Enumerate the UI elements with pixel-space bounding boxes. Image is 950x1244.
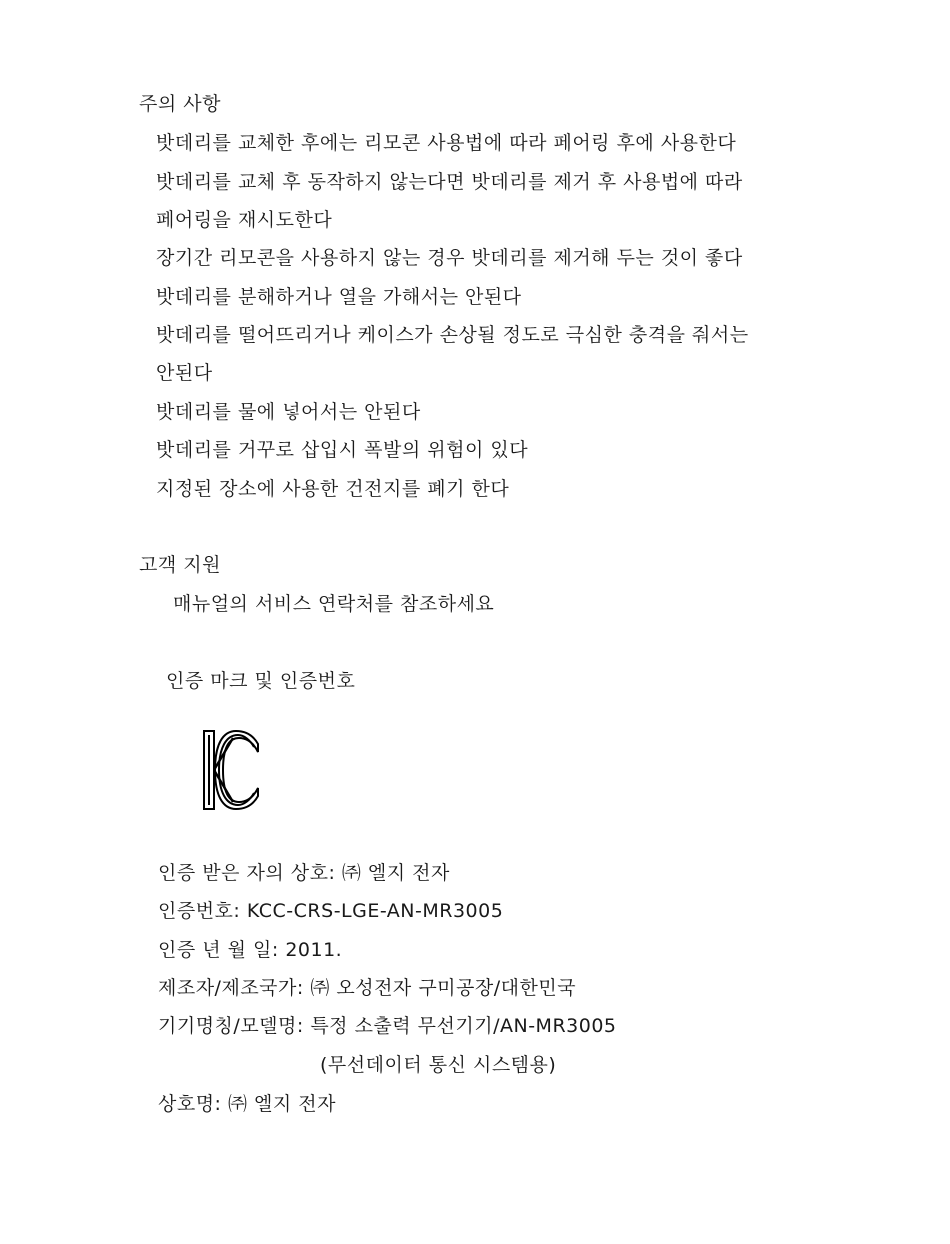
caution-item: 밧데리를 떨어뜨리거나 케이스가 손상될 정도로 극심한 충격을 줘서는	[156, 324, 749, 346]
caution-item: 지정된 장소에 사용한 건전지를 폐기 한다	[156, 478, 510, 500]
kc-certification-mark-icon	[203, 730, 259, 810]
support-heading: 고객 지원	[139, 554, 221, 576]
certification-detail: (무선데이터 통신 시스템용)	[320, 1054, 557, 1076]
caution-item: 안된다	[156, 362, 213, 384]
caution-item: 밧데리를 교체 후 동작하지 않는다면 밧데리를 제거 후 사용법에 따라	[156, 171, 743, 193]
certification-detail: 제조자/제조국가: ㈜ 오성전자 구미공장/대한민국	[158, 977, 577, 999]
caution-item: 밧데리를 분해하거나 열을 가해서는 안된다	[156, 286, 522, 308]
support-text: 매뉴얼의 서비스 연락처를 참조하세요	[173, 593, 495, 615]
certification-detail: 인증번호: KCC-CRS-LGE-AN-MR3005	[158, 900, 504, 922]
caution-item: 밧데리를 물에 넣어서는 안된다	[156, 401, 421, 423]
certification-detail: 인증 받은 자의 상호: ㈜ 엘지 전자	[158, 862, 450, 884]
caution-item: 장기간 리모콘을 사용하지 않는 경우 밧데리를 제거해 두는 것이 좋다	[156, 247, 743, 269]
certification-detail: 인증 년 월 일: 2011.	[158, 939, 343, 961]
caution-heading: 주의 사항	[139, 93, 221, 115]
caution-item: 페어링을 재시도한다	[156, 209, 333, 231]
certification-heading: 인증 마크 및 인증번호	[166, 670, 356, 692]
certification-detail: 기기명칭/모델명: 특정 소출력 무선기기/AN-MR3005	[158, 1015, 617, 1037]
certification-detail: 상호명: ㈜ 엘지 전자	[158, 1093, 336, 1115]
caution-item: 밧데리를 거꾸로 삽입시 폭발의 위험이 있다	[156, 439, 529, 461]
caution-item: 밧데리를 교체한 후에는 리모콘 사용법에 따라 페어링 후에 사용한다	[156, 132, 737, 154]
